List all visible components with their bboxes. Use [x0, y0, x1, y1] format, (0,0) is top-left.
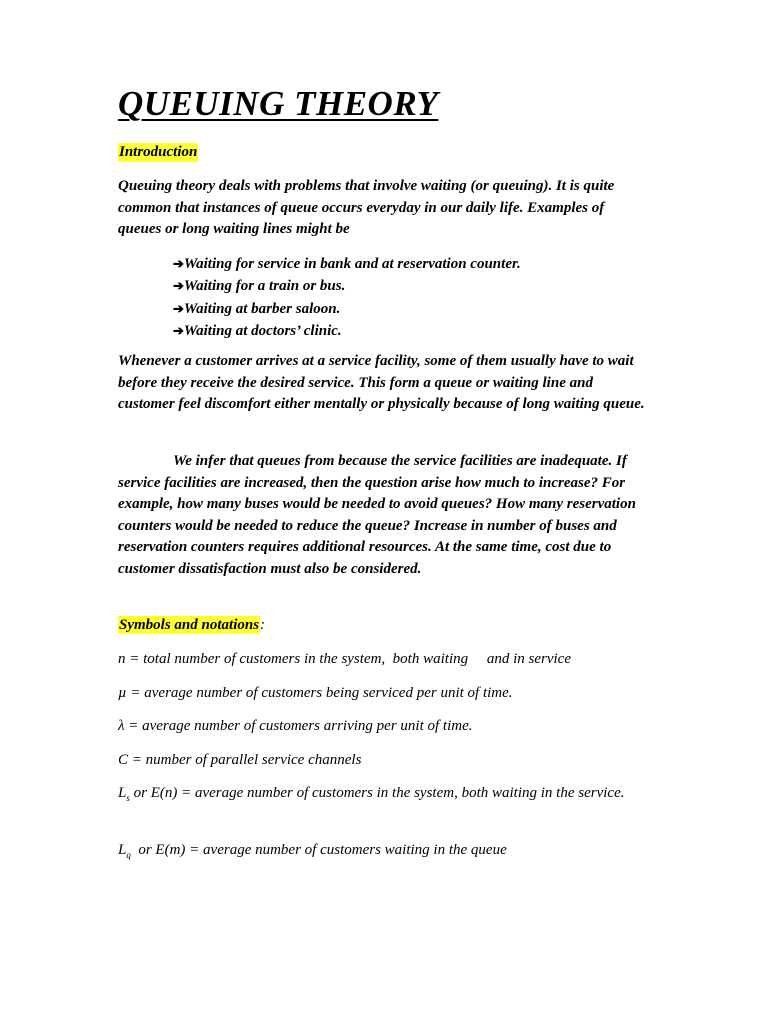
symbols-heading-row: [118, 616, 265, 634]
notation-n: n = total number of customers in the system, both waiting and in service: [118, 651, 571, 667]
queue-examples-list: [173, 253, 521, 342]
list-item: [173, 298, 521, 320]
list-item: [173, 275, 521, 297]
inference-paragraph: [118, 451, 648, 580]
ls-subscript: s: [126, 793, 130, 803]
ls-definition: or E(n) = average number of customers in the system, both waiting in the service.: [129, 785, 625, 801]
list-item-text: Waiting at doctors’ clinic.: [183, 322, 342, 339]
arrow-bullet-icon: ➔: [173, 322, 184, 338]
waiting-paragraph: [118, 351, 648, 416]
list-item-text: Waiting for service in bank and at reservation counter.: [183, 256, 521, 272]
notation-c: C = number of parallel service channels: [118, 752, 362, 768]
page-title: QUEUING THEORY: [118, 84, 439, 123]
notation-mu: µ = average number of customers being serviced per unit of time.: [118, 685, 513, 701]
ls-symbol: L: [118, 785, 127, 801]
arrow-bullet-icon: ➔: [173, 278, 184, 294]
notation-lambda: λ = average number of customers arriving per unit of time.: [118, 718, 473, 734]
intro-paragraph-text: Queuing theory deals with problems that involve waiting (or queuing). It is quite common that instances of queue occurs everyday in our daily life. Examples of queues or long waiting lines might be: [118, 178, 615, 237]
lq-definition: or E(m) = average number of customers waiting in the queue: [130, 842, 507, 858]
symbols-heading-colon: :: [260, 617, 266, 633]
arrow-bullet-icon: ➔: [173, 256, 184, 271]
list-item-text: Waiting at barber saloon.: [183, 300, 341, 317]
inference-paragraph-text: We infer that queues from because the service facilities are inadequate. If service facilities are increased, then the question arise how much to increase? For example, how many buses would be needed to avoid queues? How many reservation counters would be needed to reduce the queue? Increase in number of buses and reservation counters requires additional resources. At the same time, cost due to customer dissatisfaction must also be considered.: [118, 453, 636, 577]
arrow-bullet-icon: ➔: [173, 300, 184, 316]
lq-subscript: q: [126, 850, 131, 860]
symbols-heading: Symbols and notations: [119, 617, 260, 633]
lq-symbol: L: [118, 842, 127, 858]
notation-lq: [118, 839, 648, 866]
waiting-paragraph-text: Whenever a customer arrives at a service facility, some of them usually have to wait before they receive the desired service. This form a queue or waiting line and customer feel discomfort either mentally or physically because of long waiting queue.: [118, 353, 645, 412]
list-item: [173, 253, 521, 275]
list-item: [173, 320, 521, 342]
intro-paragraph: [118, 176, 648, 241]
introduction-heading: Introduction: [119, 144, 198, 160]
notation-ls: [118, 782, 648, 809]
list-item-text: Waiting for a train or bus.: [183, 278, 346, 295]
